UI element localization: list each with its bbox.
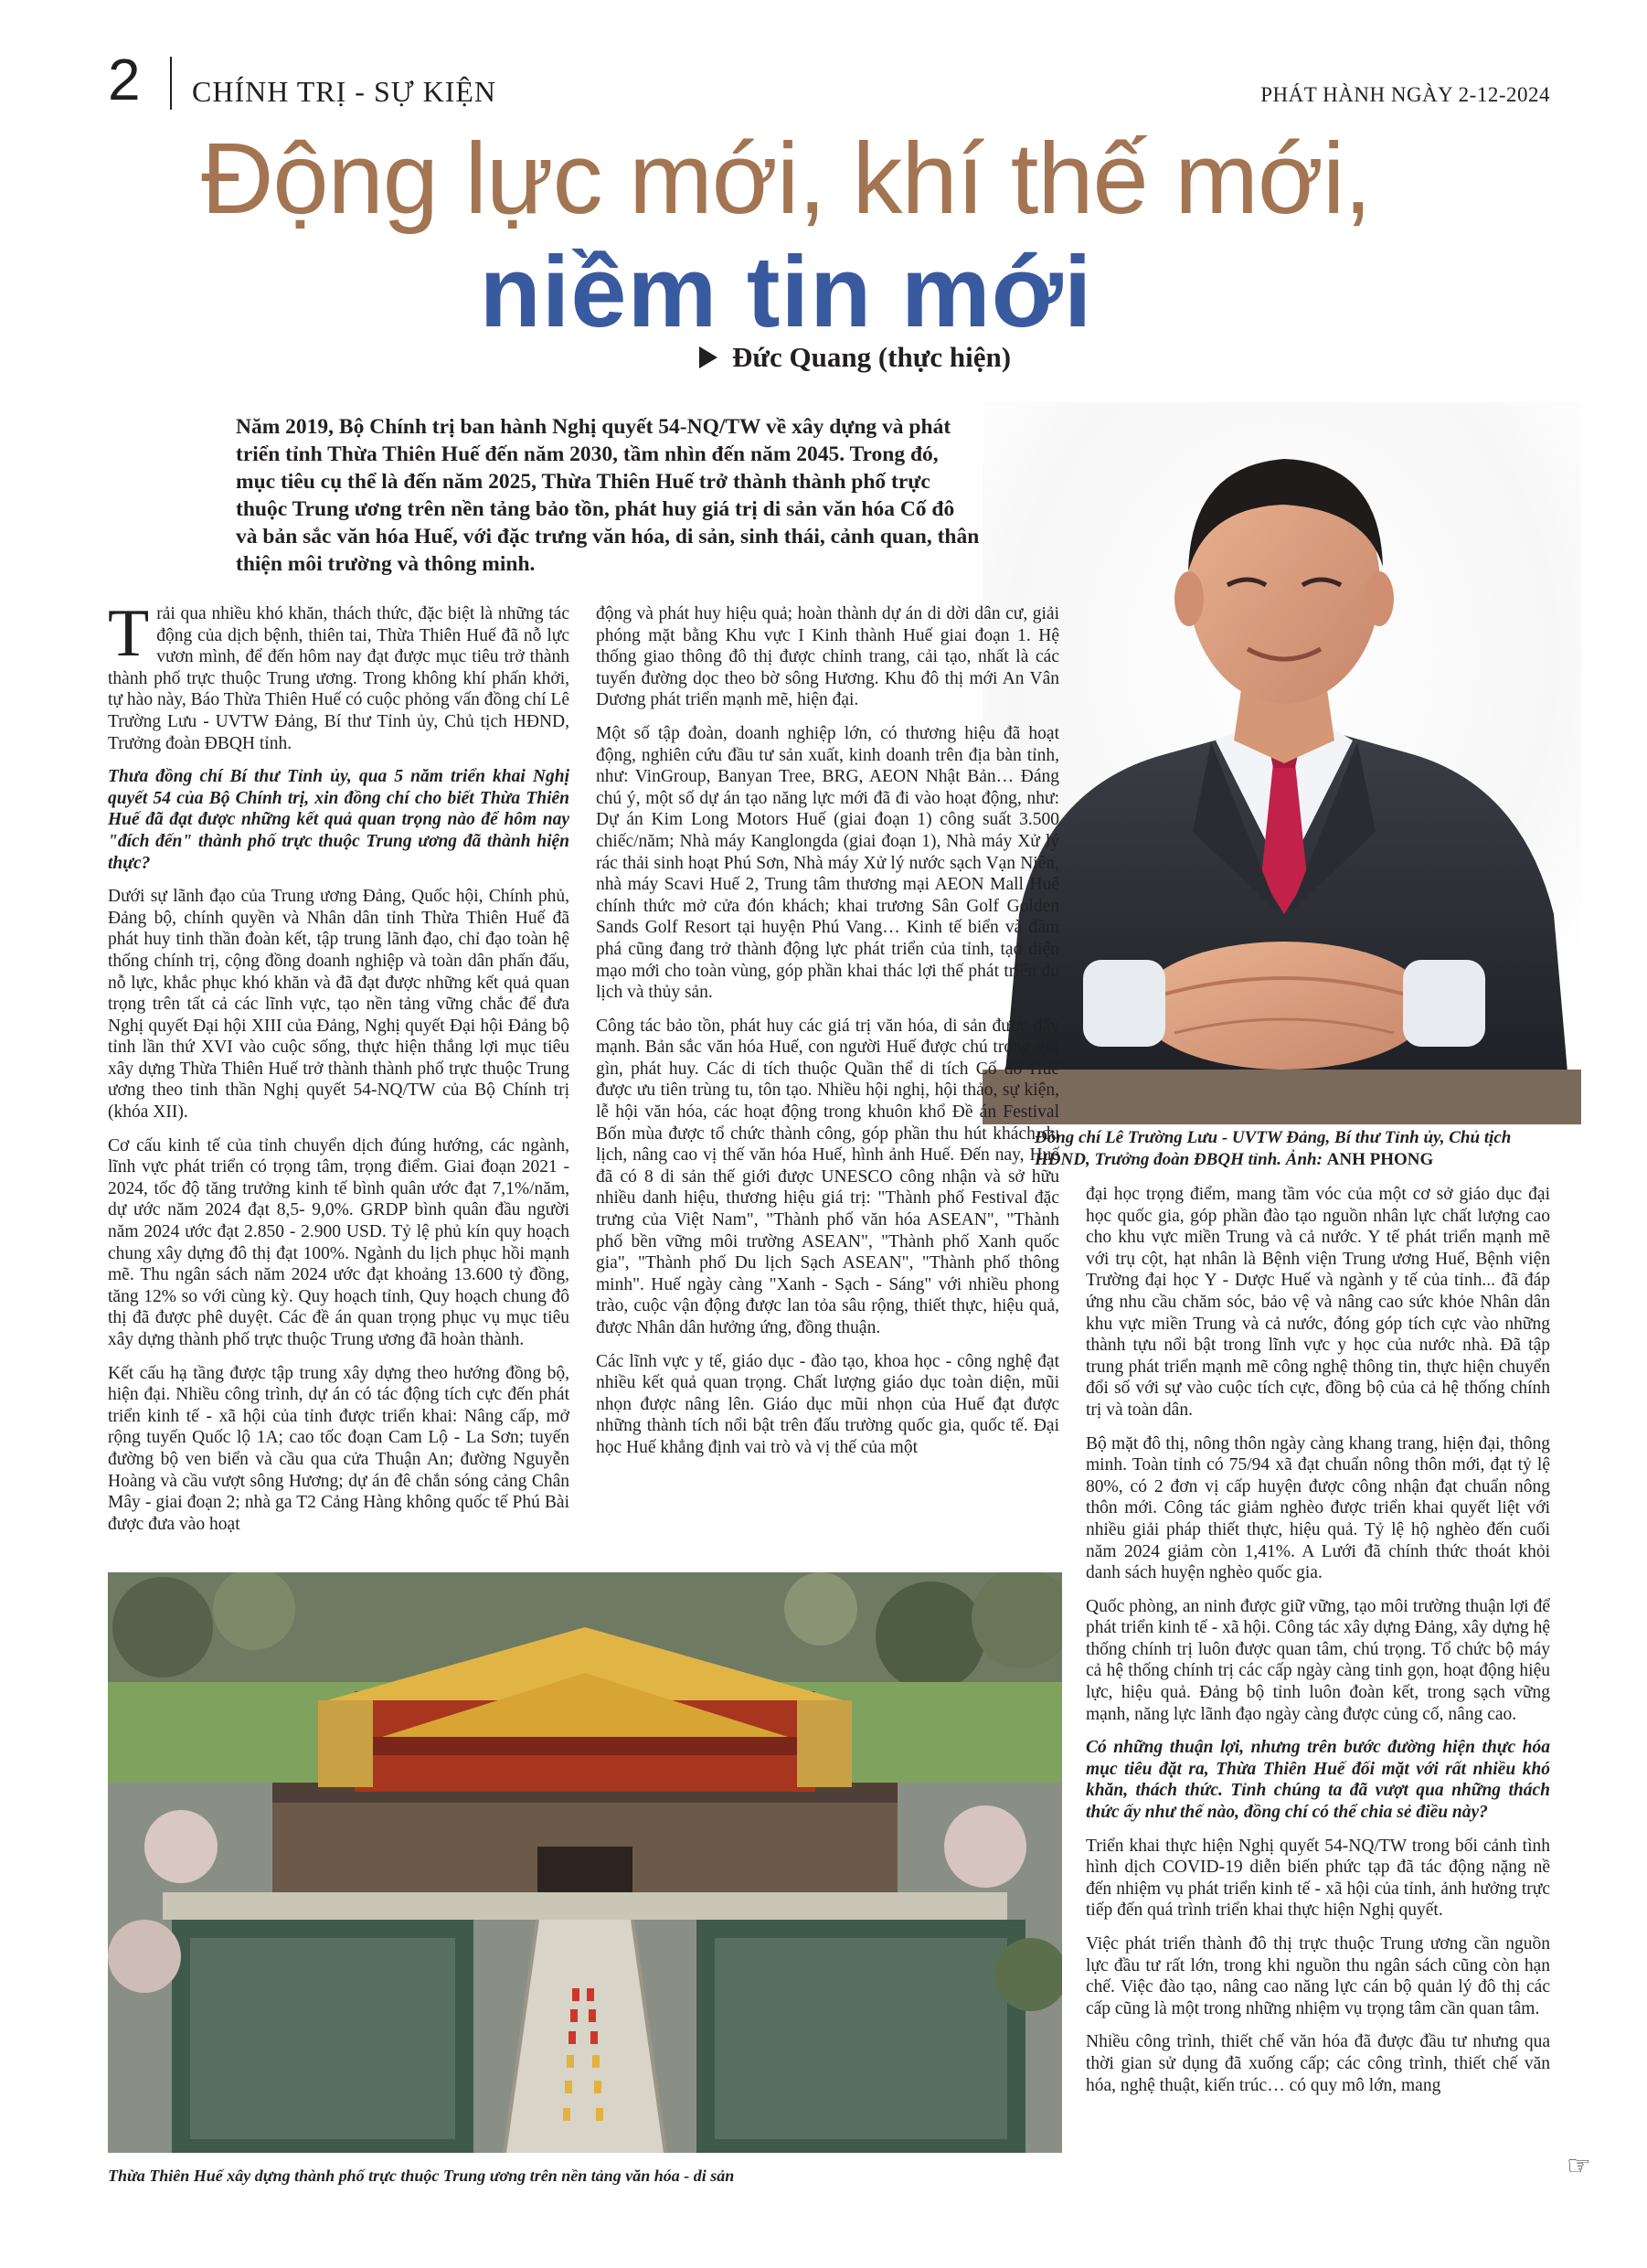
pointing-hand-icon: ☞ [1567,2151,1591,2181]
article-column-3 [1086,1184,1550,2157]
article-paragraph: đại học trọng điểm, mang tầm vóc của một cơ sở giáo dục đại học quốc gia, góp phần đào tạo nguồn nhân lực chất lượng cao cho khu vực miền Trung và cả nước. Y tế phát triển mạnh mẽ với trụ cột, hạt nhân là Bệnh viện Trung ương Huế, Bệnh viện Trường đại học Y - Dược Huế và ngành y tế của tỉnh... đã đáp ứng nhu cầu chăm sóc, bảo vệ và nâng cao sức khỏe Nhân dân khu vực miền Trung và cả nước, đóng góp tích cực vào những thành tựu nổi bật trong lĩnh vực y học của nước nhà. Đã tập trung phát triển mạnh mẽ công nghệ thông tin, thực hiện chuyển đổi số với sự vào cuộc tích cực, đồng bộ của cả hệ thống chính trị và toàn dân. [1086,1185,1550,1420]
photo-credit: ANH PHONG [1326,1150,1434,1169]
page-number: 2 [108,47,141,112]
article-paragraph: Triển khai thực hiện Nghị quyết 54-NQ/TW trong bối cảnh tình hình dịch COVID-19 diễn biến phức tạp đã tác động nặng nề đến nhiệm vụ phát triển kinh tế - xã hội của tỉnh, ảnh hưởng trực tiếp đến quá trình triển khai thực hiện Nghị quyết. [1086,1836,1550,1921]
citadel-aerial-photo [108,1572,1062,2153]
article-paragraph: Bộ mặt đô thị, nông thôn ngày càng khang trang, hiện đại, thông minh. Toàn tỉnh có 75/94 xã đạt chuẩn nông thôn mới, đạt tỷ lệ 80%, có 2 đơn vị cấp huyện được công nhận đạt chuẩn nông thôn mới. Công tác giảm nghèo được triển khai quyết liệt với nhiều giải pháp thiết thực, hiệu quả. Tỷ lệ hộ nghèo đến cuối năm 2024 giảm còn 1,41%. A Lưới đã chính thức thoát khỏi danh sách huyện nghèo quốc gia. [1086,1433,1550,1583]
section-name: CHÍNH TRỊ - SỰ KIỆN [192,75,496,108]
article-paragraph: Cơ cấu kinh tế của tỉnh chuyển dịch đúng hướng, các ngành, lĩnh vực phát triển có trọng tâm, trọng điểm. Giai đoạn 2021 - 2024, tốc độ tăng trưởng kinh tế bình quân ước đạt 7,1%/năm, dự ước năm 2024 đạt 8,5- 9,0%. GRDP bình quân đầu người năm 2024 ước đạt 2.850 - 2.900 USD. Tỷ lệ phủ kín quy hoạch chung xây dựng đô thị đạt 100%. Ngành du lịch phục hồi mạnh mẽ. Thu ngân sách năm 2024 ước đạt khoảng 13.600 tỷ đồng, tăng 12% so với cùng kỳ. Quy hoạch tỉnh, Quy hoạch chung đô thị đã được phê duyệt. Các đề án quan trọng phục vụ mục tiêu xây dựng thành phố trực thuộc Trung ương đã hoàn thành. [108,1135,569,1349]
article-paragraph: Việc phát triển thành đô thị trực thuộc Trung ương cần nguồn lực đầu tư rất lớn, trong khi nguồn thu ngân sách cũng còn hạn chế. Việc đào tạo, nâng cao năng lực cán bộ quản lý đô thị các cấp cũng là một trong những nhiệm vụ trọng tâm cần quan tâm. [1086,1934,1550,2018]
article-paragraph: Công tác bảo tồn, phát huy các giá trị văn hóa, di sản được đẩy mạnh. Bản sắc văn hóa Huế, con người Huế được chú trọng giữ gìn, phát huy. Các di tích thuộc Quần thể di tích Cố đô Huế được ưu tiên trùng tu, tôn tạo. Nhiều hội nghị, hội thảo, sự kiện, lễ hội văn hóa, các hoạt động trong khuôn khổ Đề án Festival Bốn mùa được tổ chức thành công, góp phần thu hút khách du lịch, nâng cao vị thế văn hóa Huế, hình ảnh Huế. Đến nay, Huế đã có 8 di sản thế giới được UNESCO công nhận và sở hữu nhiều danh hiệu, thương hiệu giá trị: "Thành phố Festival đặc trưng của Việt Nam", "Thành phố văn hóa ASEAN", "Thành phố bền vững môi trường ASEAN", "Thành phố Xanh quốc gia", "Thành phố Du lịch Sạch ASEAN", "Thành phố thông minh". Huế ngày càng "Xanh - Sạch - Sáng" với nhiều phong trào, cuộc vận động được lan tỏa sâu rộng, thiết thực, hiệu quả, được Nhân dân hưởng ứng, đồng thuận. [596,1016,1059,1337]
article-paragraph: Các lĩnh vực y tế, giáo dục - đào tạo, khoa học - công nghệ đạt nhiều kết quả quan trọng. Chất lượng giáo dục toàn diện, mũi nhọn được nâng lên. Giáo dục mũi nhọn của Huế đạt được những thành tích nổi bật trên đấu trường quốc gia, quốc tế. Đại học Huế khẳng định vai trò và vị thế của một [596,1351,1059,1457]
page-header [0,0,1647,119]
lead-paragraph: Năm 2019, Bộ Chính trị ban hành Nghị quyết 54-NQ/TW về xây dựng và phát triển tỉnh Thừa Thiên Huế đến năm 2030, tầm nhìn đến năm 2045. Trong đó, mục tiêu cụ thể là đến năm 2025, Thừa Thiên Huế trở thành thành phố trực thuộc Trung ương trên nền tảng bảo tồn, phát huy giá trị di sản văn hóa Cố đô và bản sắc văn hóa Huế, với đặc trưng văn hóa, di sản, sinh thái, cảnh quan, thân thiện môi trường và thông minh. [236,415,980,576]
headline-line-1: Động lực mới, khí thế mới, [200,122,1372,235]
portrait-caption [1035,1127,1565,1171]
interview-question: Có những thuận lợi, nhưng trên bước đường hiện thực hóa mục tiêu đặt ra, Thừa Thiên Huế đối mặt với rất nhiều khó khăn, thách thức. Tỉnh chúng ta đã vượt qua những thách thức ấy như thế nào, đồng chí có thể chia sẻ điều này? [1086,1738,1550,1823]
paragraph-text: rải qua nhiều khó khăn, thách thức, đặc biệt là những tác động của dịch bệnh, thiên tai, Thừa Thiên Huế đã nỗ lực vươn mình, để đến hôm nay đạt được mục tiêu trở thành thành phố trực thuộc Trung ương. Trong không khí phấn khởi, tự hào này, Báo Thừa Thiên Huế có cuộc phỏng vấn đồng chí Lê Trường Lưu - UVTW Đảng, Bí thư Tỉnh ủy, Chủ tịch HĐND, Trưởng đoàn ĐBQH tỉnh. [108,604,569,753]
article-paragraph: Nhiều công trình, thiết chế văn hóa đã được đầu tư nhưng qua thời gian sử dụng đã xuống cấp; các công trình, thiết chế văn hóa, nghệ thuật, kiến trúc… có quy mô lớn, mang [1086,2032,1550,2095]
article-column-1 [108,603,569,1571]
article-column-2 [596,603,1059,1571]
headline-line-2: niềm tin mới [479,236,1093,348]
header-divider [170,57,172,110]
interview-question: Thưa đồng chí Bí thư Tỉnh ủy, qua 5 năm triển khai Nghị quyết 54 của Bộ Chính trị, xin đồng chí cho biết Thừa Thiên Huế đã đạt được những kết quả quan trọng nào để hôm nay "đích đến" thành phố trực thuộc Trung ương đã thành hiện thực? [108,767,569,873]
article-paragraph: Một số tập đoàn, doanh nghiệp lớn, có thương hiệu đã hoạt động, nghiên cứu đầu tư sản xuất, kinh doanh trên địa bàn tỉnh, như: VinGroup, Banyan Tree, BRG, AEON Nhật Bản… Đáng chú ý, một số dự án tạo năng lực mới đã đi vào hoạt động, như: Dự án Kim Long Motors Huế (giai đoạn 1) công suất 3.500 chiếc/năm; Nhà máy Kanglongda (giai đoạn 1), Nhà máy Xử lý rác thải sinh hoạt Phú Sơn, Nhà máy Xử lý nước sạch Vạn Niên, nhà máy Scavi Huế 2, Trung tâm thương mại AEON Mall Huế chính thức mở cửa đón khách; khai trương Sân Golf Golden Sands Golf Resort tại huyện Phú Vang… Kinh tế biển và đầm phá cũng đang trở thành động lực phát triển của tỉnh, tạo diện mạo mới cho toàn vùng, góp phần khai thác lợi thế phát triển du lịch và thủy sản. [596,723,1059,1003]
article-paragraph: Kết cấu hạ tầng được tập trung xây dựng theo hướng đồng bộ, hiện đại. Nhiều công trình, dự án có tác động tích cực đến phát triển kinh tế - xã hội của tỉnh được triển khai: Nâng cấp, mở rộng tuyến Quốc lộ 1A; cao tốc đoạn Cam Lộ - La Sơn; tuyến đường bộ ven biển và cầu qua cửa Thuận An; đường Nguyễn Hoàng và cầu vượt sông Hương; dự án đê chắn sóng cảng Chân Mây - giai đoạn 2; nhà ga T2 Cảng Hàng không quốc tế Phú Bài được đưa vào hoạt [108,1363,569,1534]
article-paragraph: động và phát huy hiệu quả; hoàn thành dự án di dời dân cư, giải phóng mặt bằng Khu vực I Kinh thành Huế giai đoạn 1. Hệ thống giao thông đô thị được chỉnh trang, cải tạo, nhất là các tuyến đường dọc theo bờ sông Hương. Khu đô thị mới An Vân Dương phát triển mạnh mẽ, hiện đại. [596,604,1059,710]
portrait-photo [983,402,1581,1124]
article-paragraph [108,603,569,754]
play-triangle-icon [699,346,717,368]
photo-caption: Thừa Thiên Huế xây dựng thành phố trực thuộc Trung ương trên nền tảng văn hóa - di sản [108,2167,735,2185]
article-paragraph: Dưới sự lãnh đạo của Trung ương Đảng, Quốc hội, Chính phủ, Đảng bộ, chính quyền và Nhân dân tỉnh Thừa Thiên Huế đã phát huy tinh thần đoàn kết, tập trung lãnh đạo, chỉ đạo toàn hệ thống chính trị, cộng đồng doanh nghiệp và toàn dân phấn đấu, nỗ lực, khắc phục khó khăn và đã đạt được những kết quả quan trọng trên tất cả các lĩnh vực, tạo nền tảng vững chắc để đưa Nghị quyết Đại hội XIII của Đảng, Nghị quyết Đại hội Đảng bộ tỉnh lần thứ XVI vào cuộc sống, thực hiện thắng lợi mục tiêu xây dựng Thừa Thiên Huế trở thành thành phố trực thuộc Trung ương theo tinh thần Nghị quyết 54-NQ/TW của Bộ Chính trị (khóa XII). [108,887,569,1123]
byline [699,338,1011,377]
drop-cap: T [108,603,150,671]
portrait-caption-text: Đồng chí Lê Trường Lưu - UVTW Đảng, Bí thư Tỉnh ủy, Chủ tịch HĐND, Trưởng đoàn ĐBQH tỉnh. Ảnh: [1035,1128,1512,1169]
byline-text: Đức Quang (thực hiện) [732,341,1012,373]
issue-date: PHÁT HÀNH NGÀY 2-12-2024 [1260,83,1550,106]
article-paragraph: Quốc phòng, an ninh được giữ vững, tạo môi trường thuận lợi để phát triển kinh tế - xã hội. Công tác xây dựng Đảng, xây dựng hệ thống chính trị luôn được quan tâm, chú trọng. Tổ chức bộ máy cả hệ thống chính trị các cấp ngày càng tinh gọn, hoạt động hiệu lực, hiệu quả. Đảng bộ tỉnh luôn đoàn kết, trong sạch vững mạnh, năng lực lãnh đạo ngày càng được củng cố, nâng cao. [1086,1596,1550,1724]
